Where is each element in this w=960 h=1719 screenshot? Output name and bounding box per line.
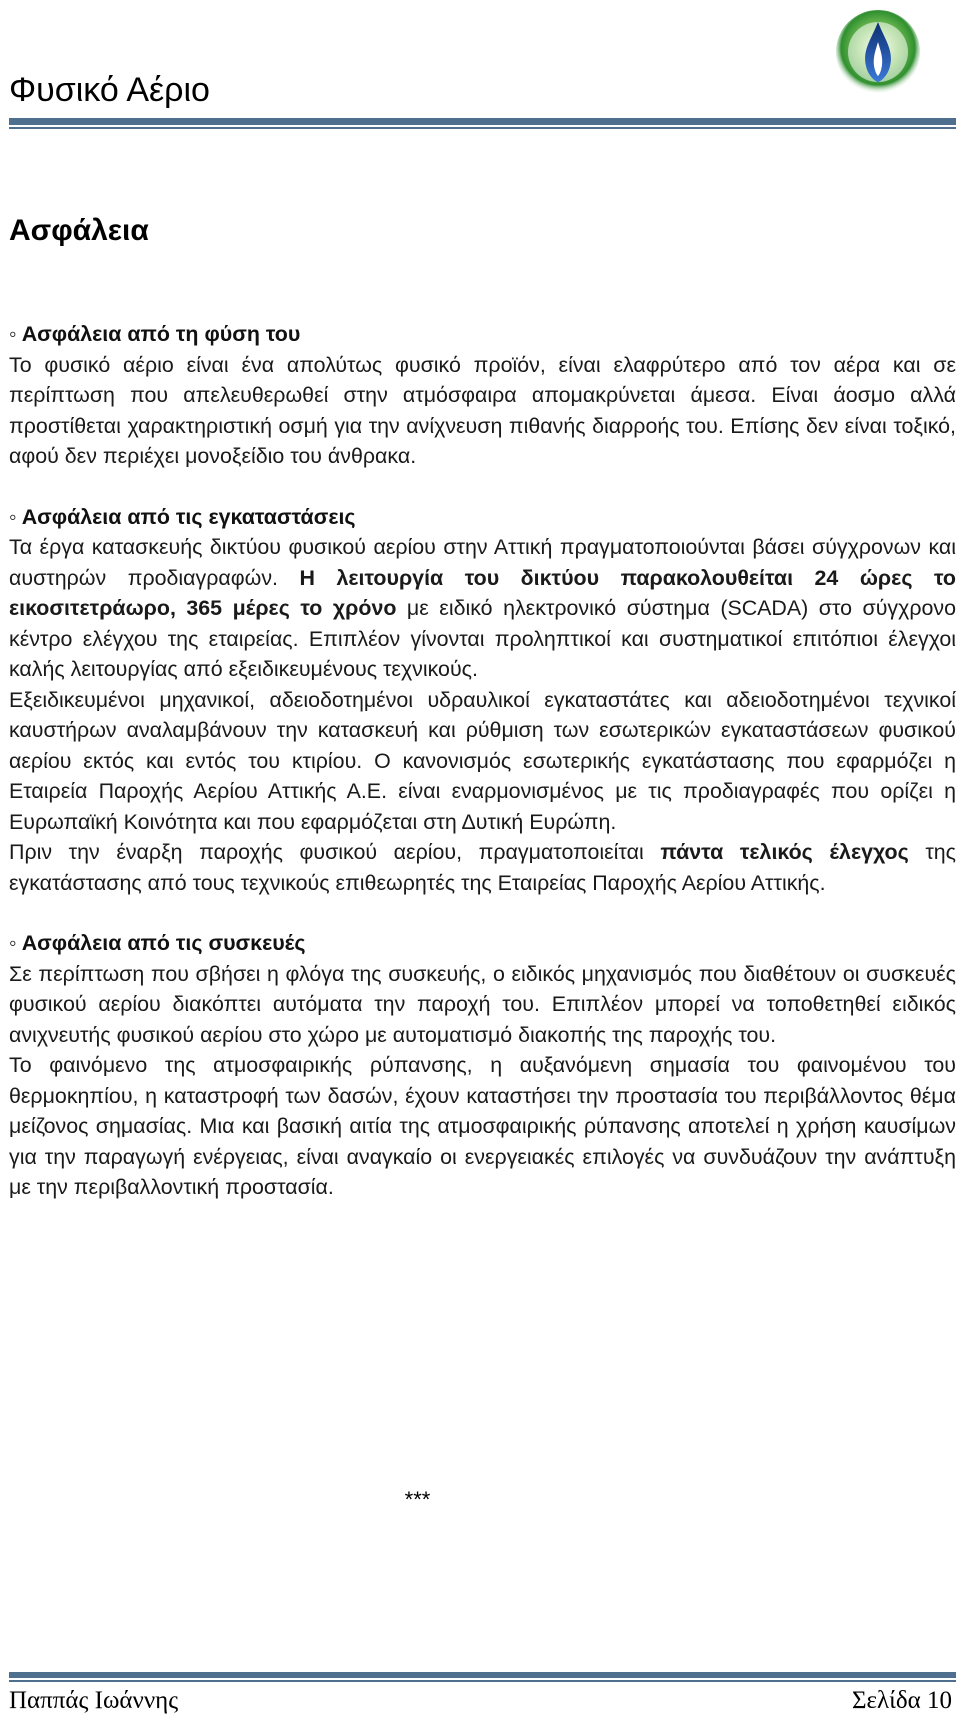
paragraph-installations-1: [9, 532, 956, 685]
paragraph-installations-2: Εξειδικευμένοι μηχανικοί, αδειοδοτημένοι υδραυλικοί εγκαταστάτες και αδειοδοτημένοι τεχνικοί καυστήρων αναλαμβάνουν την κατασκευή και ρύθμιση των εσωτερικών εγκαταστάσεων φυσικού αερίου εκτός και εντός του κτιρίου. Ο κανονισμός εσωτερικής εγκατάστασης που εφαρμόζει η Εταιρεία Παροχής Αερίου Αττικής Α.Ε. είναι εναρμονισμένος με τις προδιαγραφές που ορίζει η Ευρωπαϊκή Κοινότητα και που εφαρμόζεται στη Δυτική Ευρώπη.: [9, 687, 956, 834]
paragraph-gap: [9, 472, 956, 502]
document-body: [9, 319, 956, 1203]
subheading-nature: ◦ Ασφάλεια από τη φύση του: [9, 322, 301, 346]
section-title: Ασφάλεια: [9, 214, 149, 247]
footer-divider-thin: [9, 1680, 956, 1682]
header-divider: [9, 118, 956, 125]
text-run: της εγκατάστασης από τους τεχνικούς επιθεωρητές της Εταιρείας Παροχής Αερίου Αττικής.: [9, 840, 956, 895]
text-run: με ειδικό ηλεκτρονικό σύστημα (SCADA) στο σύγχρονο κέντρο ελέγχου της εταιρείας. Επιπλέον γίνονται προληπτικοί και συστηματικοί επιτόπιοι έλεγχοι καλής λειτουργίας από εξειδικευμένους τεχνικούς.: [9, 596, 956, 681]
bold-text-run: Η λειτουργία του δικτύου παρακολουθείται 24 ώρες το εικοσιτετράωρο, 365 μέρες το χρόνο: [9, 565, 956, 620]
subheading-installations: ◦ Ασφάλεια από τις εγκαταστάσεις: [9, 504, 356, 529]
header-title: Φυσικό Αέριο: [9, 71, 210, 109]
paragraph-gap: [9, 898, 956, 928]
footer-page-number: Σελίδα 10: [851, 1687, 952, 1714]
flame-logo-icon: [832, 8, 924, 100]
paragraph-nature: Το φυσικό αέριο είναι ένα απολύτως φυσικό προϊόν, είναι ελαφρύτερο από τον αέρα και σε περίπτωση που απελευθερωθεί στην ατμόσφαιρα απομακρύνεται άμεσα. Είναι άοσμο αλλά προστίθεται χαρακτηριστική οσμή για την ανίχνευση πιθανής διαρροής του. Επίσης δεν είναι τοξικό, αφού δεν περιέχει μονοξείδιο του άνθρακα.: [9, 352, 956, 468]
paragraph-installations-3: [9, 837, 956, 898]
paragraph-appliances-1: Σε περίπτωση που σβήσει η φλόγα της συσκευής, ο ειδικός μηχανισμός που διαθέτουν οι συσκευές φυσικού αερίου διακόπτει αυτόματα την παροχή του. Επιπλέον μπορεί να τοποθετηθεί ειδικός ανιχνευτής φυσικού αερίου στο χώρο με αυτοματισμό διακοπής της παροχής του.: [9, 961, 956, 1047]
paragraph-appliances-2: Το φαινόμενο της ατμοσφαιρικής ρύπανσης, η αυξανόμενη σημασία του φαινομένου του θερμοκηπίου, η καταστροφή των δασών, έχουν καταστήσει την προστασία του περιβάλλοντος θέμα μείζονος σημασίας. Μια και βασική αιτία της ατμοσφαιρικής ρύπανσης αποτελεί η χρήση καυσίμων για την παραγωγή ενέργειας, είναι αναγκαίο οι ενεργειακές επιλογές να συνδυάζουν την ανάπτυξη με την περιβαλλοντική προστασία.: [9, 1053, 956, 1199]
footer-author: Παππάς Ιωάννης: [9, 1687, 179, 1714]
text-run: Πριν την έναρξη παροχής φυσικού αερίου, πραγματοποιείται: [9, 840, 661, 864]
bold-text-run: πάντα τελικός έλεγχος: [660, 840, 909, 864]
header-divider-thin: [9, 127, 956, 129]
footer-divider: [9, 1672, 956, 1678]
subheading-appliances: ◦ Ασφάλεια από τις συσκευές: [9, 931, 306, 955]
section-separator: ***: [404, 1487, 431, 1512]
text-run: Τα έργα κατασκευής δικτύου φυσικού αερίου στην Αττική πραγματοποιούνται βάσει σύγχρονων και αυστηρών προδιαγραφών.: [9, 535, 956, 590]
